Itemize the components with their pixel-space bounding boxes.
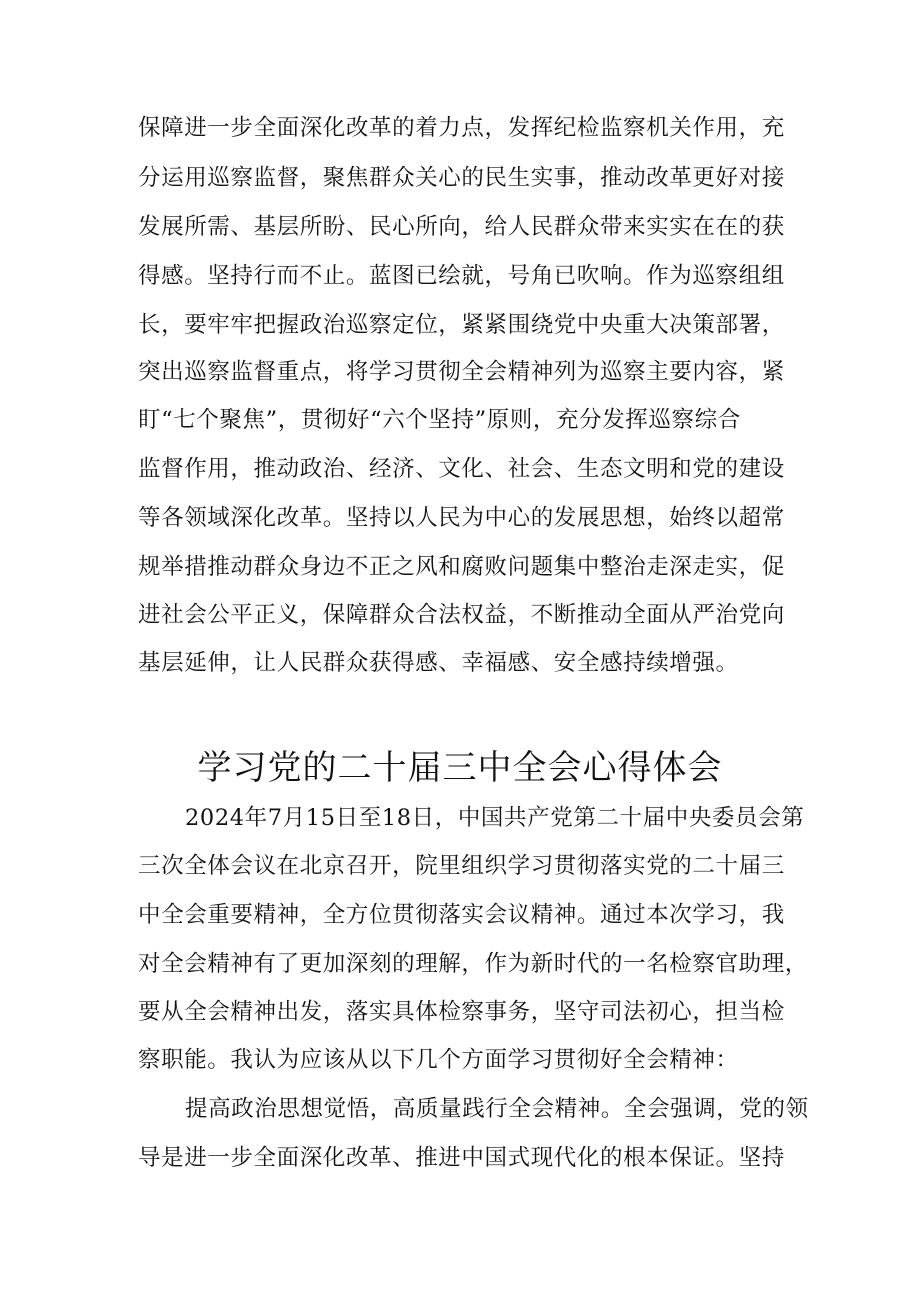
text-line: 保障进一步全面深化改革的着力点，发挥纪检监察机关作用，充	[138, 115, 785, 141]
text-line: 导是进一步全面深化改革、推进中国式现代化的根本保证。坚持	[138, 1145, 785, 1171]
text-line: 进社会公平正义，保障群众合法权益，不断推动全面从严治党向	[138, 602, 785, 628]
text-line: 要从全会精神出发，落实具体检察事务，坚守司法初心，担当检	[138, 999, 785, 1025]
text-line: 基层延伸，让人民群众获得感、幸福感、安全感持续增强。	[138, 650, 739, 676]
text-line: 分运用巡察监督，聚焦群众关心的民生实事，推动改革更好对接	[138, 165, 785, 191]
article-title: 学习党的二十届三中全会心得体会	[197, 748, 723, 788]
text-line: 发展所需、基层所盼、民心所向，给人民群众带来实实在在的获	[138, 214, 785, 240]
text-line: 提高政治思想觉悟，高质量践行全会精神。全会强调，党的领	[185, 1096, 809, 1122]
text-line: 规举措推动群众身边不正之风和腐败问题集中整治走深走实，促	[138, 554, 785, 580]
text-line: 得感。坚持行而不止。蓝图已绘就，号角已吹响。作为巡察组组	[138, 263, 785, 289]
text-line: 盯“七个聚焦”，贯彻好“六个坚持”原则，充分发挥巡察综合	[138, 407, 741, 433]
text-line: 突出巡察监督重点，将学习贯彻全会精神列为巡察主要内容，紧	[138, 359, 785, 385]
text-line: 监督作用，推动政治、经济、文化、社会、生态文明和党的建设	[138, 456, 785, 482]
text-line: 中全会重要精神，全方位贯彻落实会议精神。通过本次学习，我	[138, 902, 785, 928]
text-line: 对全会精神有了更加深刻的理解，作为新时代的一名检察官助理，	[138, 951, 808, 977]
text-line: 察职能。我认为应该从以下几个方面学习贯彻好全会精神：	[138, 1047, 739, 1073]
text-line: 2024年7月15日至18日，中国共产党第二十届中央委员会第	[185, 805, 805, 831]
text-line: 三次全体会议在北京召开，院里组织学习贯彻落实党的二十届三	[138, 853, 785, 879]
text-line: 长，要牢牢把握政治巡察定位，紧紧围绕党中央重大决策部署，	[138, 312, 785, 338]
text-line: 等各领域深化改革。坚持以人民为中心的发展思想，始终以超常	[138, 505, 785, 531]
